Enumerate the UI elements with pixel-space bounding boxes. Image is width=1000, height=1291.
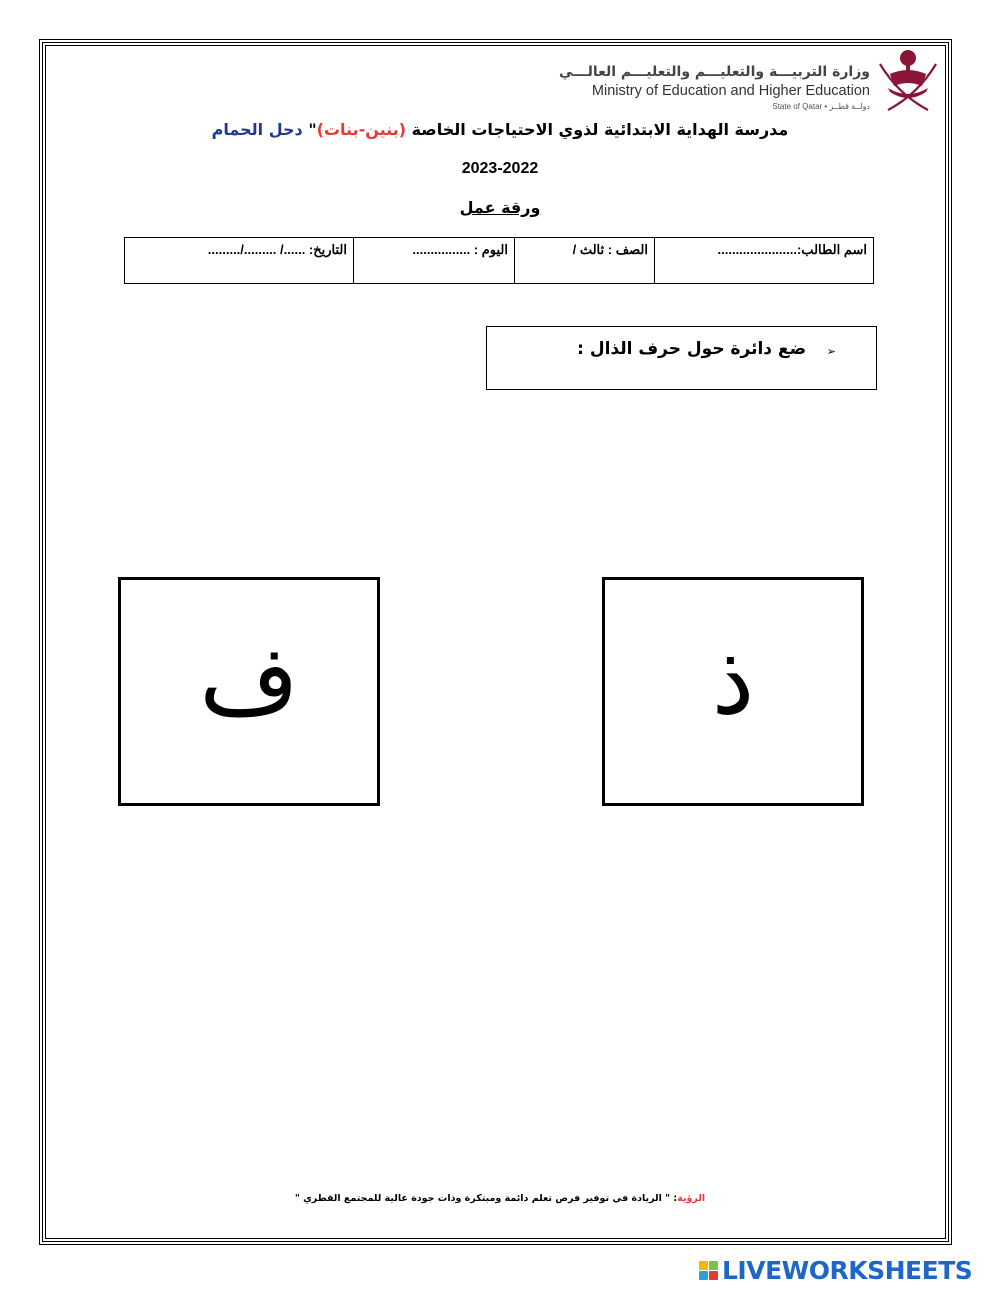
school-name-main: مدرسة الهداية الابتدائية لذوي الاحتياجات الخاصة [406, 120, 789, 139]
worksheet-title-text: ورقة عمل [459, 198, 541, 217]
grade-field: الصف : ثالث / [515, 238, 655, 284]
student-name-field[interactable]: اسم الطالب:...................... [655, 238, 874, 284]
liveworksheets-wordmark: LIVEWORKSHEETS [722, 1255, 973, 1285]
liveworksheets-brand[interactable] [699, 1255, 972, 1285]
letter-card-fa[interactable] [118, 577, 380, 806]
student-info-table [124, 237, 874, 284]
vision-label: الرؤية [677, 1193, 706, 1204]
ministry-state-line: State of Qatar • دولــة قطــر [772, 102, 870, 111]
ministry-name-arabic: وزارة التربيـــة والتعليـــم والتعليـــم العالـــي [559, 64, 870, 80]
letter-card-dhal[interactable] [602, 577, 864, 806]
vision-statement [0, 1193, 1000, 1204]
instruction-box [486, 326, 877, 390]
day-field[interactable]: اليوم : ................ [354, 238, 515, 284]
letter-dhal: ذ [711, 623, 755, 736]
date-field[interactable]: التاريخ: ....../ ........./......... [125, 238, 354, 284]
ministry-name-english: Ministry of Education and Higher Education [591, 83, 870, 99]
arrow-bullet-icon: ➢ [826, 345, 836, 358]
liveworksheets-logo-icon [699, 1261, 718, 1280]
school-name-line [0, 120, 1000, 139]
instruction-text: ضع دائرة حول حرف الذال : [577, 339, 806, 359]
school-name-gender: (بنين-بنات) [316, 120, 407, 139]
school-location: دحل الحمام [211, 120, 303, 139]
school-name-quote: " [302, 120, 317, 139]
vision-text: : " الريادة في توفير فرص تعلم دائمة ومبتكرة وذات جودة عالية للمجتمع القطري " [294, 1193, 678, 1204]
academic-year: 2023-2022 [461, 160, 539, 177]
letter-fa: ف [199, 623, 299, 736]
worksheet-title [0, 198, 1000, 217]
qatar-emblem-logo [872, 44, 944, 116]
